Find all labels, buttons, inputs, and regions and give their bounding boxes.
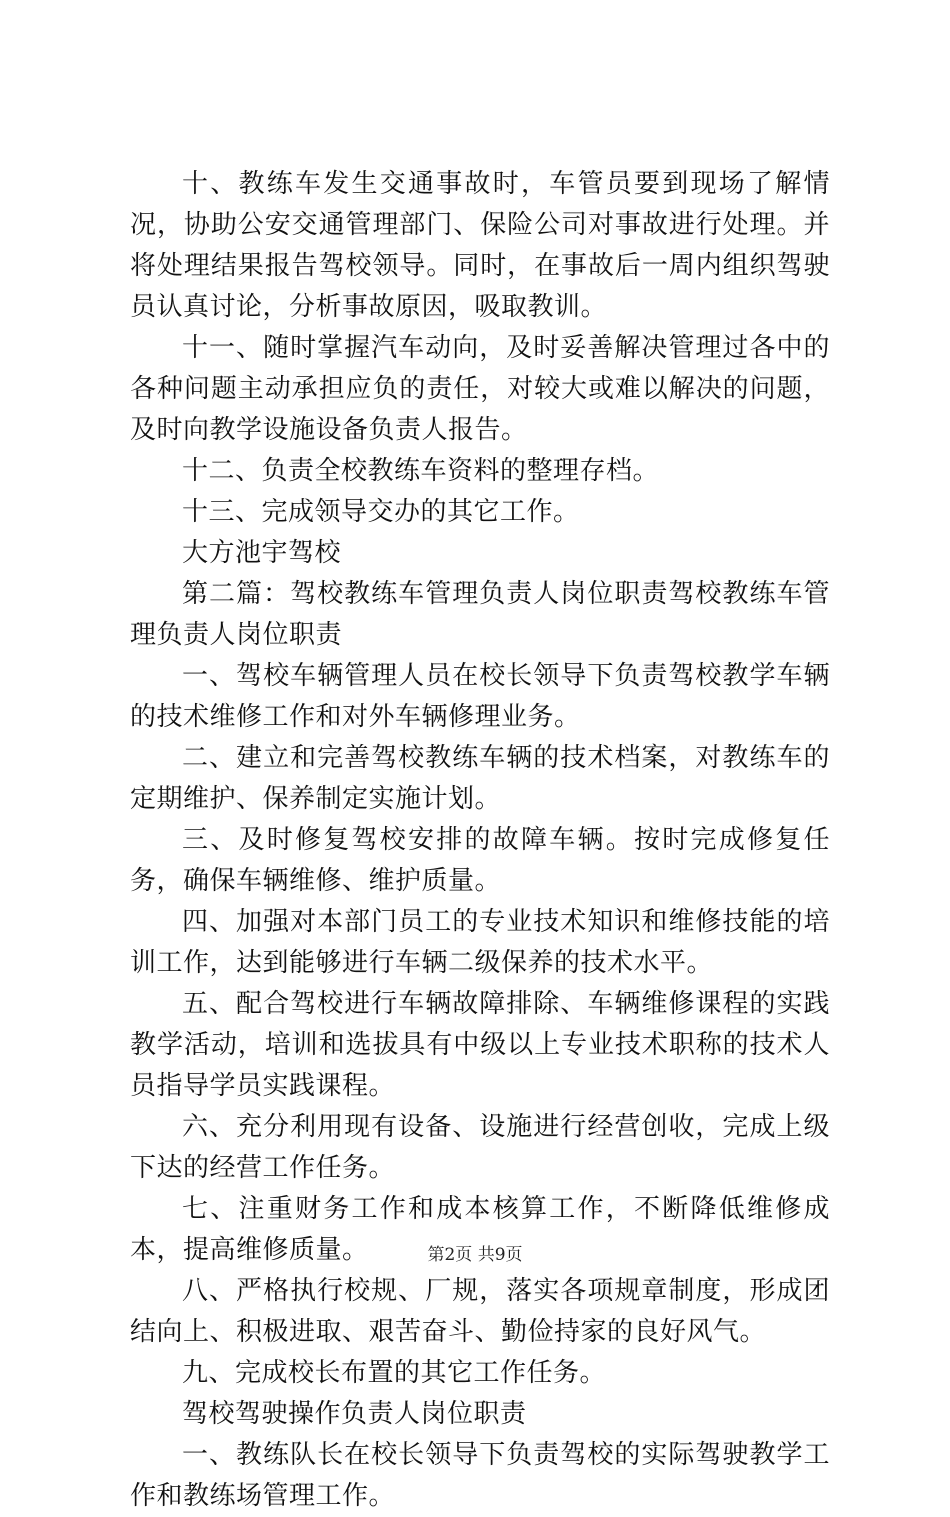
- paragraph: 十一、随时掌握汽车动向，及时妥善解决管理过各中的各种问题主动承担应负的责任，对较大或难以解决的问题，及时向教学设施设备负责人报告。: [130, 333, 830, 445]
- section-heading: 第二篇：驾校教练车管理负责人岗位职责驾校教练车管理负责人岗位职责: [130, 579, 830, 650]
- paragraph: 七、注重财务工作和成本核算工作，不断降低维修成本，提高维修质量。: [130, 1194, 830, 1265]
- paragraph: 五、配合驾校进行车辆故障排除、车辆维修课程的实践教学活动，培训和选拔具有中级以上专业技术职称的技术人员指导学员实践课程。: [130, 989, 830, 1101]
- paragraph: 八、严格执行校规、厂规，落实各项规章制度，形成团结向上、积极进取、艰苦奋斗、勤俭持家的良好风气。: [130, 1276, 830, 1347]
- paragraph: 三、及时修复驾校安排的故障车辆。按时完成修复任务，确保车辆维修、维护质量。: [130, 825, 830, 896]
- paragraph: 一、驾校车辆管理人员在校长领导下负责驾校教学车辆的技术维修工作和对外车辆修理业务。: [130, 661, 830, 732]
- document-body: [130, 164, 830, 1517]
- page-footer: [0, 1240, 950, 1265]
- page-number: 第2页 共9页: [427, 1245, 523, 1265]
- paragraph: 十、教练车发生交通事故时，车管员要到现场了解情况，协助公安交通管理部门、保险公司对事故进行处理。并将处理结果报告驾校领导。同时，在事故后一周内组织驾驶员认真讨论，分析事故原因，吸取教训。: [130, 169, 830, 322]
- paragraph: 四、加强对本部门员工的专业技术知识和维修技能的培训工作，达到能够进行车辆二级保养的技术水平。: [130, 907, 830, 978]
- school-name-line: 大方池宇驾校: [182, 538, 342, 568]
- paragraph: 一、教练队长在校长领导下负责驾校的实际驾驶教学工作和教练场管理工作。: [130, 1440, 830, 1511]
- section-subheading: 驾校驾驶操作负责人岗位职责: [182, 1399, 527, 1429]
- paragraph: 十三、完成领导交办的其它工作。: [182, 497, 580, 527]
- paragraph: 六、充分利用现有设备、设施进行经营创收，完成上级下达的经营工作任务。: [130, 1112, 830, 1183]
- paragraph: 二、建立和完善驾校教练车辆的技术档案，对教练车的定期维护、保养制定实施计划。: [130, 743, 830, 814]
- paragraph: 九、完成校长布置的其它工作任务。: [182, 1358, 607, 1388]
- paragraph: 十二、负责全校教练车资料的整理存档。: [182, 456, 660, 486]
